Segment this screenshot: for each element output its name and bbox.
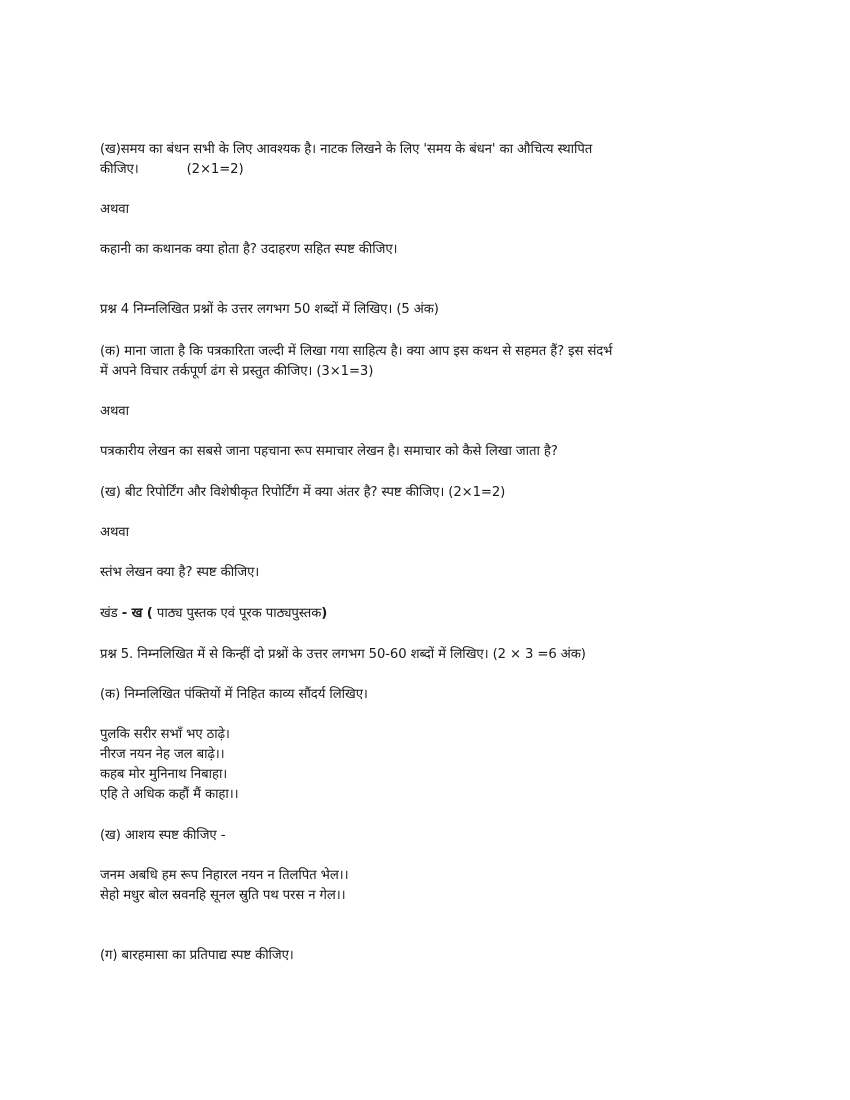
section-heading-close: ) <box>321 606 328 621</box>
poem-1-line-2: नीरज नयन नेह जल बाढ़े।। <box>100 747 225 762</box>
question-5-heading: प्रश्न 5. निम्नलिखित में से किन्हीं दो प्रश्नों के उत्तर लगभग 50-60 शब्दों में लिखिए। (2 × 3 =6 अंक) <box>100 647 586 662</box>
question-3b-text-end: कीजिए। <box>100 162 139 177</box>
question-3b-alternative: कहानी का कथानक क्या होता है? उदाहरण सहित स्पष्ट कीजिए। <box>100 242 398 257</box>
or-divider-3: अथवा <box>100 525 129 540</box>
or-divider-2: अथवा <box>100 404 129 419</box>
question-4b: (ख) बीट रिपोर्टिंग और विशेषीकृत रिपोर्टिंग में क्या अंतर है? स्पष्ट कीजिए। (2×1=2) <box>100 485 506 500</box>
question-4a-line-2: में अपने विचार तर्कपूर्ण ढंग से प्रस्तुत कीजिए। (3×1=3) <box>100 364 374 379</box>
section-heading-title: पाठ्य पुस्तक एवं पूरक पाठ्यपुस्तक <box>152 606 322 621</box>
question-5c: (ग) बारहमासा का प्रतिपाद्य स्पष्ट कीजिए। <box>100 948 294 963</box>
poem-1-line-1: पुलकि सरीर सभाँ भए ठाढ़े। <box>100 727 230 742</box>
poem-1-line-4: एहि ते अधिक कहौं मैं काहा।। <box>100 787 239 802</box>
or-divider-1: अथवा <box>100 202 129 217</box>
question-5b: (ख) आशय स्पष्ट कीजिए - <box>100 828 226 843</box>
question-3b-marks: (2×1=2) <box>186 162 244 177</box>
question-5a: (क) निम्नलिखित पंक्तियों में निहित काव्य सौंदर्य लिखिए। <box>100 687 368 702</box>
poem-1-line-3: कहब मोर मुनिनाथ निबाहा। <box>100 767 228 782</box>
section-heading <box>100 604 327 624</box>
question-4-heading: प्रश्न 4 निम्नलिखित प्रश्नों के उत्तर लगभग 50 शब्दों में लिखिए। (5 अंक) <box>100 302 439 317</box>
section-heading-prefix: खंड <box>100 606 122 621</box>
question-3b-line-2 <box>100 160 244 180</box>
question-3b-line-1: (ख)समय का बंधन सभी के लिए आवश्यक है। नाटक लिखने के लिए 'समय के बंधन' का औचित्य स्थापित <box>100 142 593 157</box>
poem-2-line-2: सेहो मधुर बोल स्रवनहि सूनल स्रुति पथ परस न गेल।। <box>100 888 346 903</box>
poem-2-line-1: जनम अबधि हम रूप निहारल नयन न तिलपित भेल।। <box>100 868 349 883</box>
question-4a-alternative: पत्रकारीय लेखन का सबसे जाना पहचाना रूप समाचार लेखन है। समाचार को कैसे लिखा जाता है? <box>100 444 558 459</box>
question-4b-alternative: स्तंभ लेखन क्या है? स्पष्ट कीजिए। <box>100 565 260 580</box>
question-4a-line-1: (क) माना जाता है कि पत्रकारिता जल्दी में लिखा गया साहित्य है। क्या आप इस कथन से सहमत हैं? इस संदर्भ <box>100 344 613 359</box>
section-heading-bold: - ख ( <box>121 606 153 621</box>
